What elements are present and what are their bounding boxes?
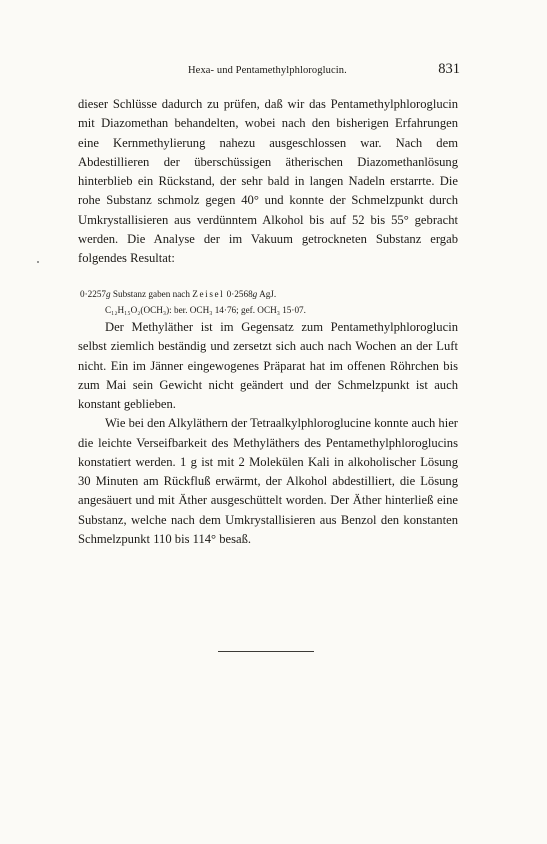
analysis-line <box>80 286 460 302</box>
unit-g: g <box>252 289 258 299</box>
paragraph-2: Der Methyläther ist im Gegensatz zum Pentamethylphloroglucin selbst ziemlich beständig und zersetzt sich auch nach Wochen an der Luft nicht. Ein im Jänner eingewogenes Präparat hat im offenen Röhrchen bis zum Mai sein Gewicht nicht geändert und der Schmelzpunkt ist auch konstant geblieben. <box>78 320 458 411</box>
body-text-top <box>78 95 458 268</box>
paragraph-1: dieser Schlüsse dadurch zu prüfen, daß wir das Pentamethylphloroglucin mit Diazomethan behandelten, wobei nach den bisherigen Erfahrungen eine Kernmethylierung nahezu ausgeschlossen war. Nach dem Abdestillieren der überschüssigen ätherischen Diazomethanlösung hinterblieb ein Rückstand, der sehr bald in langen Nadeln erstarrte. Die rohe Substanz schmolz gegen 40° und konnte der Schmelzpunkt durch Umkrystallisieren aus verdünntem Alkohol bis auf 52 bis 55° gebracht werden. Die Analyse der im Vakuum getrockneten Substanz ergab folgendes Resultat: <box>78 97 458 265</box>
paragraph-3: Wie bei den Alkyläthern der Tetraalkylphloroglucine konnte auch hier die leichte Verseifbarkeit des Methyläthers des Pentamethylphloroglucins konstatiert werden. 1 g ist mit 2 Molekülen Kali in alkoholischer Lösung 30 Minuten am Rückfluß erwärmt, der Alkohol abdestilliert, die Lösung angesäuert und mit Äther ausgeschüttelt worden. Der Äther hinterließ eine Substanz, welche nach dem Umkrystallisieren aus Benzol den konstanten Schmelzpunkt 110 bis 114° besaß. <box>78 416 458 546</box>
sample-mass: 0·2257 <box>80 289 107 299</box>
formula-line: C₁₂H₁₅O₂(OCH₃): ber. OCH₃ 14·76; gef. OCH₃ 15·07. <box>105 305 306 315</box>
analysis-text: Substanz gaben nach <box>112 289 190 299</box>
page-header <box>78 62 470 82</box>
page-number: 831 <box>438 61 460 77</box>
unit-g: g <box>106 289 111 299</box>
running-head: Hexa- und Pentamethylphloroglucin. <box>188 65 347 76</box>
analysis-block <box>80 286 460 318</box>
closing-rule <box>218 651 314 652</box>
margin-speck <box>37 261 39 263</box>
result-mass: 0·2568 <box>226 289 253 299</box>
body-text-bottom <box>78 318 458 549</box>
product-name: AgJ. <box>259 289 277 299</box>
method-name: Zeisel <box>192 289 225 299</box>
